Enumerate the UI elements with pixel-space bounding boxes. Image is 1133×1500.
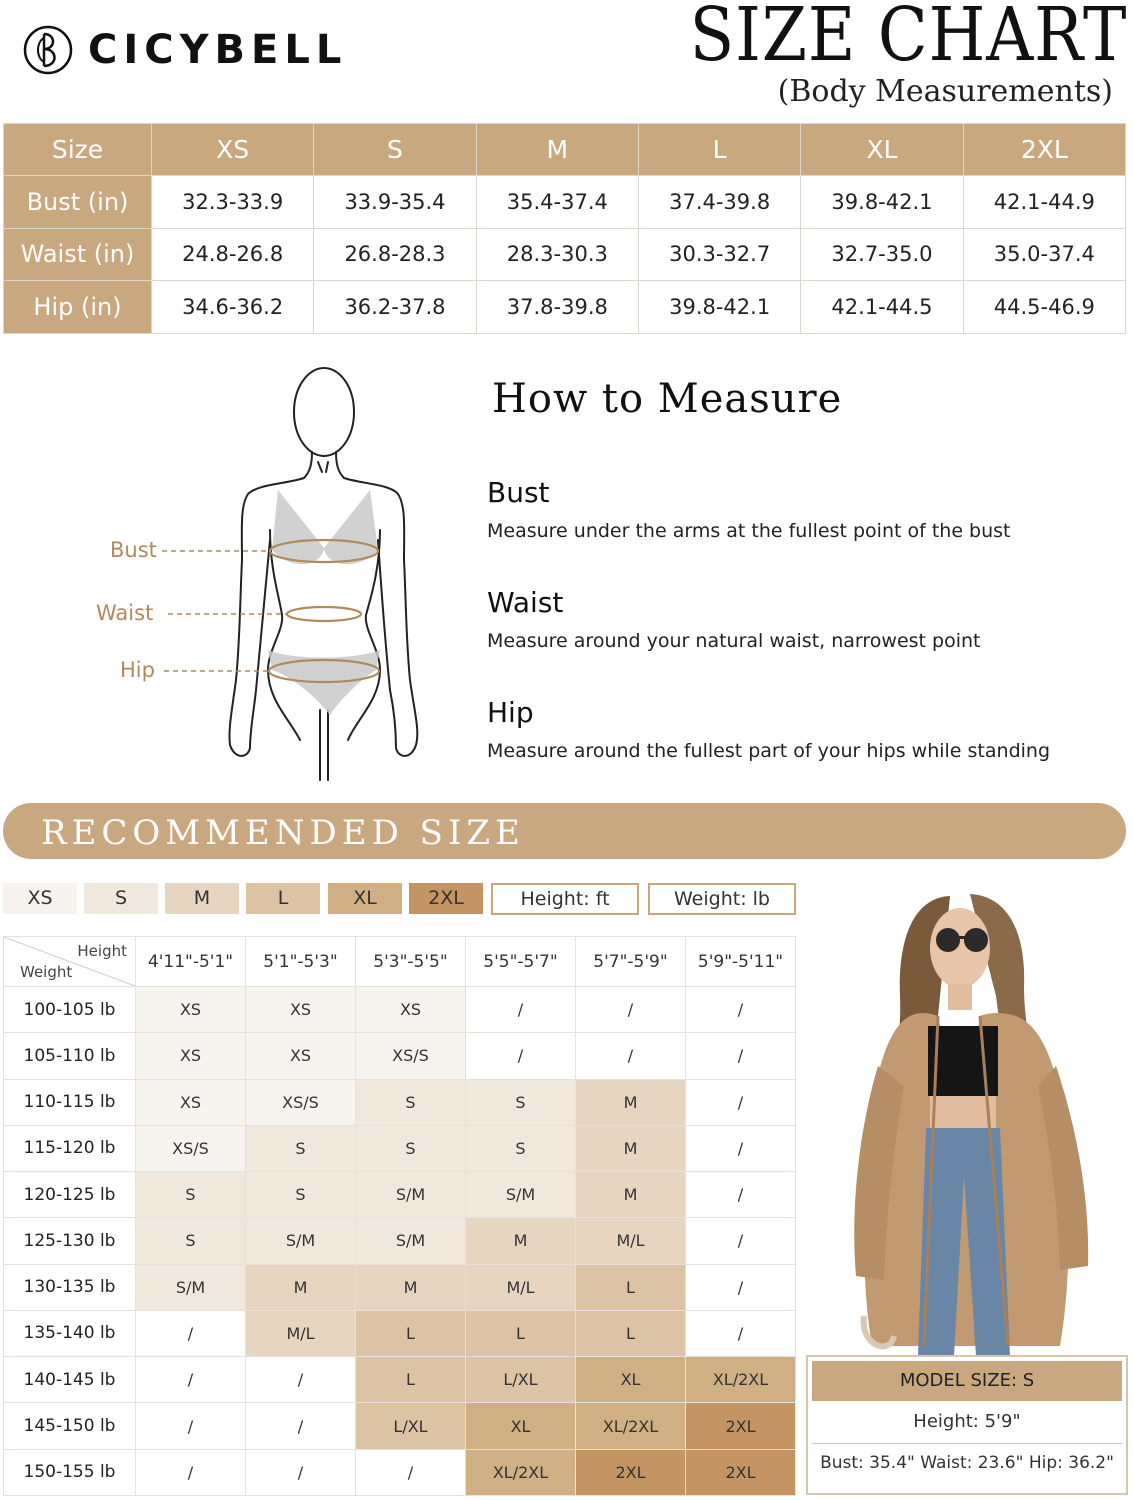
- measure-desc-hip: Measure around the fullest part of your hips while standing: [487, 740, 1051, 762]
- size-recommendation-cell: /: [136, 1357, 246, 1403]
- measure-heading-bust: Bust: [487, 476, 550, 509]
- size-col-header: XL: [801, 124, 963, 176]
- size-recommendation-cell: S: [136, 1218, 246, 1264]
- size-recommendation-cell: L/XL: [466, 1357, 576, 1403]
- weight-row-label: 150-155 lb: [4, 1449, 136, 1495]
- size-recommendation-cell: /: [356, 1449, 466, 1495]
- table-row: [4, 987, 796, 1033]
- size-cell: 26.8-28.3: [314, 228, 476, 281]
- size-recommendation-cell: M: [466, 1218, 576, 1264]
- model-size-label: MODEL SIZE: S: [812, 1361, 1122, 1401]
- legend-m: M: [165, 883, 239, 914]
- size-row: [4, 228, 1126, 281]
- size-cell: 35.0-37.4: [963, 228, 1125, 281]
- size-cell: 42.1-44.9: [963, 176, 1125, 229]
- weight-row-label: 105-110 lb: [4, 1033, 136, 1079]
- weight-row-label: 120-125 lb: [4, 1172, 136, 1218]
- size-recommendation-cell: S: [356, 1125, 466, 1171]
- size-cell: 37.4-39.8: [638, 176, 800, 229]
- size-recommendation-cell: S: [246, 1172, 356, 1218]
- size-cell: 37.8-39.8: [476, 281, 638, 334]
- weight-row-label: 130-135 lb: [4, 1264, 136, 1310]
- size-recommendation-cell: L: [576, 1264, 686, 1310]
- weight-row-label: 115-120 lb: [4, 1125, 136, 1171]
- size-col-header: S: [314, 124, 476, 176]
- measure-desc-waist: Measure around your natural waist, narrowest point: [487, 630, 981, 652]
- size-col-header: 2XL: [963, 124, 1125, 176]
- size-recommendation-cell: M: [356, 1264, 466, 1310]
- size-recommendation-cell: XL/2XL: [686, 1357, 796, 1403]
- size-recommendation-cell: 2XL: [576, 1449, 686, 1495]
- size-col-header: XS: [152, 124, 314, 176]
- size-recommendation-cell: /: [246, 1403, 356, 1449]
- size-recommendation-cell: M/L: [466, 1264, 576, 1310]
- table-row: [4, 1357, 796, 1403]
- table-row: [4, 1310, 796, 1356]
- weight-row-label: 110-115 lb: [4, 1079, 136, 1125]
- size-cell: 33.9-35.4: [314, 176, 476, 229]
- model-photo: [820, 876, 1120, 1356]
- size-recommendation-cell: M: [576, 1079, 686, 1125]
- legend-height-unit: Height: ft: [491, 883, 639, 915]
- size-recommendation-cell: M/L: [576, 1218, 686, 1264]
- size-cell: 32.7-35.0: [801, 228, 963, 281]
- size-recommendation-cell: /: [686, 1125, 796, 1171]
- size-recommendation-cell: XS: [136, 1079, 246, 1125]
- size-cell: 24.8-26.8: [152, 228, 314, 281]
- size-recommendation-cell: S: [466, 1079, 576, 1125]
- size-recommendation-cell: /: [686, 1033, 796, 1079]
- size-recommendation-cell: XS: [356, 987, 466, 1033]
- height-col-header: 5'9"-5'11": [686, 937, 796, 987]
- weight-row-label: 125-130 lb: [4, 1218, 136, 1264]
- weight-row-label: 100-105 lb: [4, 987, 136, 1033]
- size-recommendation-cell: L: [356, 1357, 466, 1403]
- figure-label-hip: Hip: [120, 658, 155, 682]
- size-recommendation-cell: L: [356, 1310, 466, 1356]
- recommended-size-title: RECOMMENDED SIZE: [41, 813, 525, 853]
- size-cell: 36.2-37.8: [314, 281, 476, 334]
- size-cell: 39.8-42.1: [801, 176, 963, 229]
- recommended-size-table: [3, 936, 796, 1496]
- size-cell: 32.3-33.9: [152, 176, 314, 229]
- size-recommendation-cell: XL/2XL: [576, 1403, 686, 1449]
- size-recommendation-cell: 2XL: [686, 1403, 796, 1449]
- size-recommendation-cell: M/L: [246, 1310, 356, 1356]
- table-row: [4, 1079, 796, 1125]
- size-recommendation-cell: L/XL: [356, 1403, 466, 1449]
- size-recommendation-cell: /: [686, 1218, 796, 1264]
- size-corner: Size: [4, 124, 152, 176]
- size-recommendation-cell: XS: [136, 1033, 246, 1079]
- weight-row-label: 135-140 lb: [4, 1310, 136, 1356]
- size-recommendation-cell: S: [356, 1079, 466, 1125]
- size-recommendation-cell: S: [246, 1125, 356, 1171]
- size-recommendation-cell: XL: [576, 1357, 686, 1403]
- size-recommendation-cell: XS/S: [356, 1033, 466, 1079]
- size-cell: 39.8-42.1: [638, 281, 800, 334]
- measure-desc-bust: Measure under the arms at the fullest point of the bust: [487, 520, 1011, 542]
- size-recommendation-cell: S/M: [356, 1218, 466, 1264]
- body-outline-illustration: [90, 360, 420, 785]
- size-recommendation-cell: /: [136, 1403, 246, 1449]
- size-recommendation-cell: 2XL: [686, 1449, 796, 1495]
- body-figure: [90, 360, 420, 785]
- table-row: [4, 1172, 796, 1218]
- brand: [22, 22, 347, 78]
- model-measurements: Bust: 35.4" Waist: 23.6" Hip: 36.2": [820, 1453, 1114, 1473]
- size-header-row: [4, 124, 1126, 176]
- model-info-card: [806, 1355, 1128, 1495]
- size-recommendation-cell: /: [576, 1033, 686, 1079]
- size-recommendation-cell: XL: [466, 1403, 576, 1449]
- size-recommendation-cell: S/M: [356, 1172, 466, 1218]
- page-title: SIZE CHART: [689, 0, 1127, 78]
- size-recommendation-cell: /: [246, 1357, 356, 1403]
- height-col-header: 5'3"-5'5": [356, 937, 466, 987]
- height-col-header: 4'11"-5'1": [136, 937, 246, 987]
- size-recommendation-cell: S/M: [136, 1264, 246, 1310]
- size-recommendation-cell: L: [466, 1310, 576, 1356]
- size-recommendation-cell: XS: [246, 1033, 356, 1079]
- size-recommendation-cell: /: [686, 1264, 796, 1310]
- measure-heading-waist: Waist: [487, 586, 564, 619]
- size-row-label: Bust (in): [4, 176, 152, 229]
- brand-logo-icon: [22, 24, 74, 76]
- legend-2xl: 2XL: [409, 883, 483, 914]
- brand-name: CICYBELL: [88, 27, 348, 73]
- legend-weight-unit: Weight: lb: [648, 883, 796, 915]
- height-header-row: [4, 937, 796, 987]
- size-cell: 30.3-32.7: [638, 228, 800, 281]
- figure-label-waist: Waist: [96, 601, 154, 625]
- size-cell: 42.1-44.5: [801, 281, 963, 334]
- size-recommendation-cell: XL/2XL: [466, 1449, 576, 1495]
- table-corner: [4, 937, 136, 987]
- size-recommendation-cell: XS: [136, 987, 246, 1033]
- size-recommendation-cell: /: [686, 1172, 796, 1218]
- weight-row-label: 145-150 lb: [4, 1403, 136, 1449]
- size-recommendation-cell: /: [686, 987, 796, 1033]
- size-cell: 34.6-36.2: [152, 281, 314, 334]
- table-row: [4, 1033, 796, 1079]
- size-recommendation-cell: /: [466, 987, 576, 1033]
- size-chart-table: [3, 123, 1126, 334]
- size-recommendation-cell: L: [576, 1310, 686, 1356]
- legend-xl: XL: [328, 883, 402, 914]
- table-row: [4, 1264, 796, 1310]
- size-recommendation-cell: S/M: [466, 1172, 576, 1218]
- legend-xs: XS: [3, 883, 77, 914]
- size-recommendation-cell: XS: [246, 987, 356, 1033]
- recommended-size-banner: [3, 803, 1126, 859]
- size-recommendation-cell: /: [686, 1079, 796, 1125]
- size-recommendation-cell: S: [136, 1172, 246, 1218]
- size-recommendation-cell: M: [576, 1172, 686, 1218]
- size-recommendation-cell: /: [136, 1449, 246, 1495]
- legend-l: L: [246, 883, 320, 914]
- table-row: [4, 1125, 796, 1171]
- table-row: [4, 1449, 796, 1495]
- legend-s: S: [84, 883, 158, 914]
- size-recommendation-cell: M: [246, 1264, 356, 1310]
- size-row-label: Hip (in): [4, 281, 152, 334]
- size-col-header: L: [638, 124, 800, 176]
- size-row-label: Waist (in): [4, 228, 152, 281]
- size-col-header: M: [476, 124, 638, 176]
- height-col-header: 5'5"-5'7": [466, 937, 576, 987]
- size-recommendation-cell: /: [246, 1449, 356, 1495]
- size-row: [4, 281, 1126, 334]
- size-recommendation-cell: /: [466, 1033, 576, 1079]
- corner-weight-label: Weight: [20, 963, 73, 981]
- size-cell: 35.4-37.4: [476, 176, 638, 229]
- figure-label-bust: Bust: [110, 538, 157, 562]
- size-recommendation-cell: M: [576, 1125, 686, 1171]
- size-recommendation-cell: /: [686, 1310, 796, 1356]
- size-recommendation-cell: XS/S: [136, 1125, 246, 1171]
- model-height: Height: 5'9": [913, 1411, 1021, 1432]
- size-row: [4, 176, 1126, 229]
- how-to-measure-title: How to Measure: [492, 376, 843, 422]
- size-recommendation-cell: S: [466, 1125, 576, 1171]
- size-cell: 44.5-46.9: [963, 281, 1125, 334]
- weight-row-label: 140-145 lb: [4, 1357, 136, 1403]
- size-recommendation-cell: XS/S: [246, 1079, 356, 1125]
- page-subtitle: (Body Measurements): [777, 74, 1113, 109]
- height-col-header: 5'7"-5'9": [576, 937, 686, 987]
- size-recommendation-cell: /: [576, 987, 686, 1033]
- table-row: [4, 1403, 796, 1449]
- table-row: [4, 1218, 796, 1264]
- corner-height-label: Height: [77, 942, 127, 960]
- height-col-header: 5'1"-5'3": [246, 937, 356, 987]
- model-divider: [812, 1443, 1122, 1444]
- size-recommendation-cell: S/M: [246, 1218, 356, 1264]
- size-recommendation-cell: /: [136, 1310, 246, 1356]
- measure-heading-hip: Hip: [487, 696, 534, 729]
- size-cell: 28.3-30.3: [476, 228, 638, 281]
